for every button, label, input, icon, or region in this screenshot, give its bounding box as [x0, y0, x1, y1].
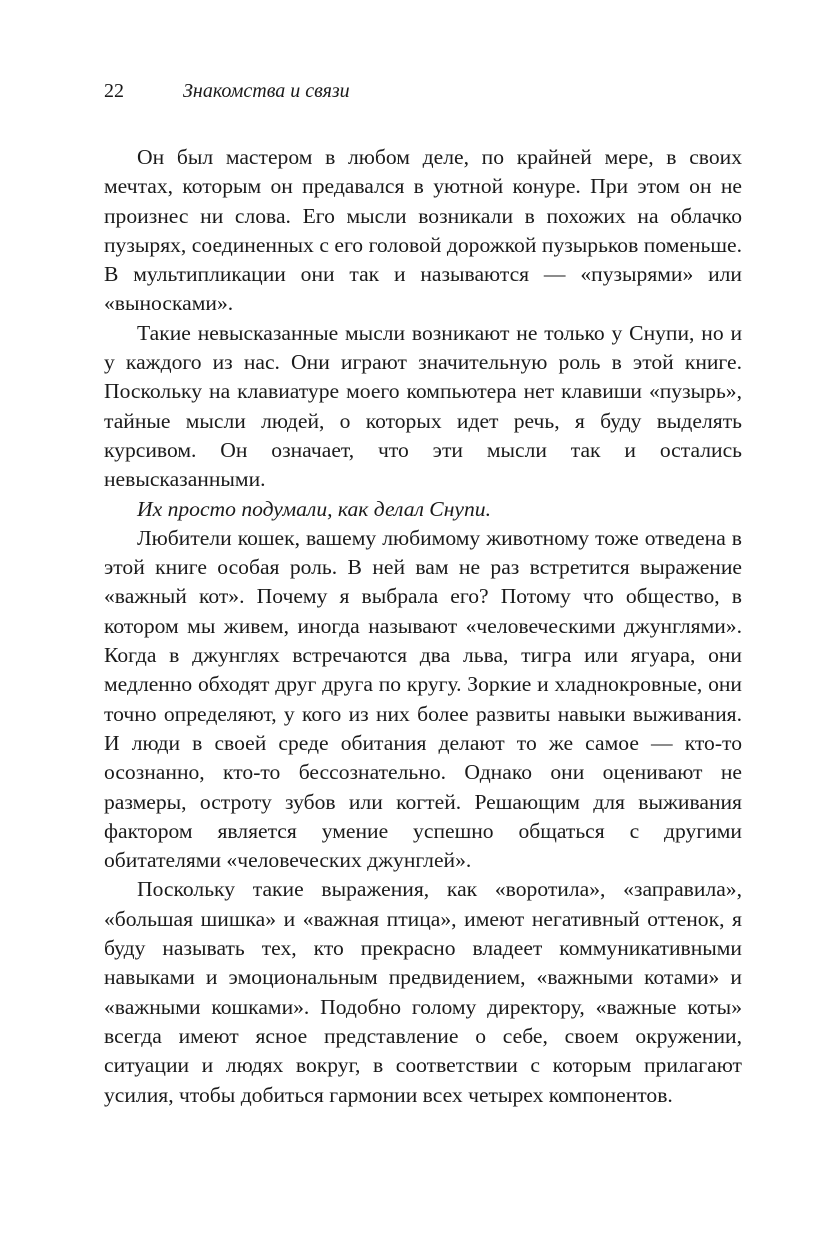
paragraph-italic-thought: Их просто подумали, как делал Снупи.	[137, 496, 491, 521]
paragraph-important-cats: Поскольку такие выражения, как «воротила», «заправила», «большая шишка» и «важная птица», имеют негативный оттенок, я буду называть тех, кто прекрасно владеет коммуникативными навыками и эмоциональным предвидением, «важными котами» и «важными кошками». Подобно голому директору, «важные коты» всегда имеют ясное представление о себе, своем окружении, ситуации и людях вокруг, в соответствии с которым прилагают усилия, чтобы добиться гармонии всех четырех компонентов.	[104, 877, 742, 1107]
running-title: Знакомства и связи	[183, 80, 350, 102]
page-number: 22	[104, 80, 124, 102]
paragraph-cat-lovers: Любители кошек, вашему любимому животному тоже отведена в этой книге особая роль. В ней вам не раз встретится выражение «важный кот». Почему я выбрала его? Потому что общество, в котором мы живем, иногда называют «человеческими джунглями». Когда в джунглях встречаются два льва, тигра или ягуара, они медленно обходят друг друга по кругу. Зоркие и хладнокровные, они точно определяют, у кого из них более развиты навыки выживания. И люди в своей среде обитания делают то же самое — кто-то осознанно, кто-то бессознательно. Однако они оценивают не размеры, остроту зубов или когтей. Решающим для выживания фактором является умение успешно общаться с другими обитателями «человеческих джунглей».	[104, 525, 742, 873]
page-header	[104, 78, 350, 104]
paragraph-unspoken-thoughts: Такие невысказанные мысли возникают не только у Снупи, но и у каждого из нас. Они играют значительную роль в этой книге. Поскольку на клавиатуре моего компьютера нет клавиши «пузырь», тайные мысли людей, о которых идет речь, я буду выделять курсивом. Он означает, что эти мысли так и остались невысказанными.	[104, 320, 742, 492]
body-text	[104, 143, 742, 1110]
paragraph-snoopy-dreams: Он был мастером в любом деле, по крайней мере, в своих мечтах, которым он предавался в уютной конуре. При этом он не произнес ни слова. Его мысли возникали в похожих на облачко пузырях, соединенных с его головой дорожкой пузырьков поменьше. В мультипликации они так и называются — «пузырями» или «выносками».	[104, 145, 742, 316]
